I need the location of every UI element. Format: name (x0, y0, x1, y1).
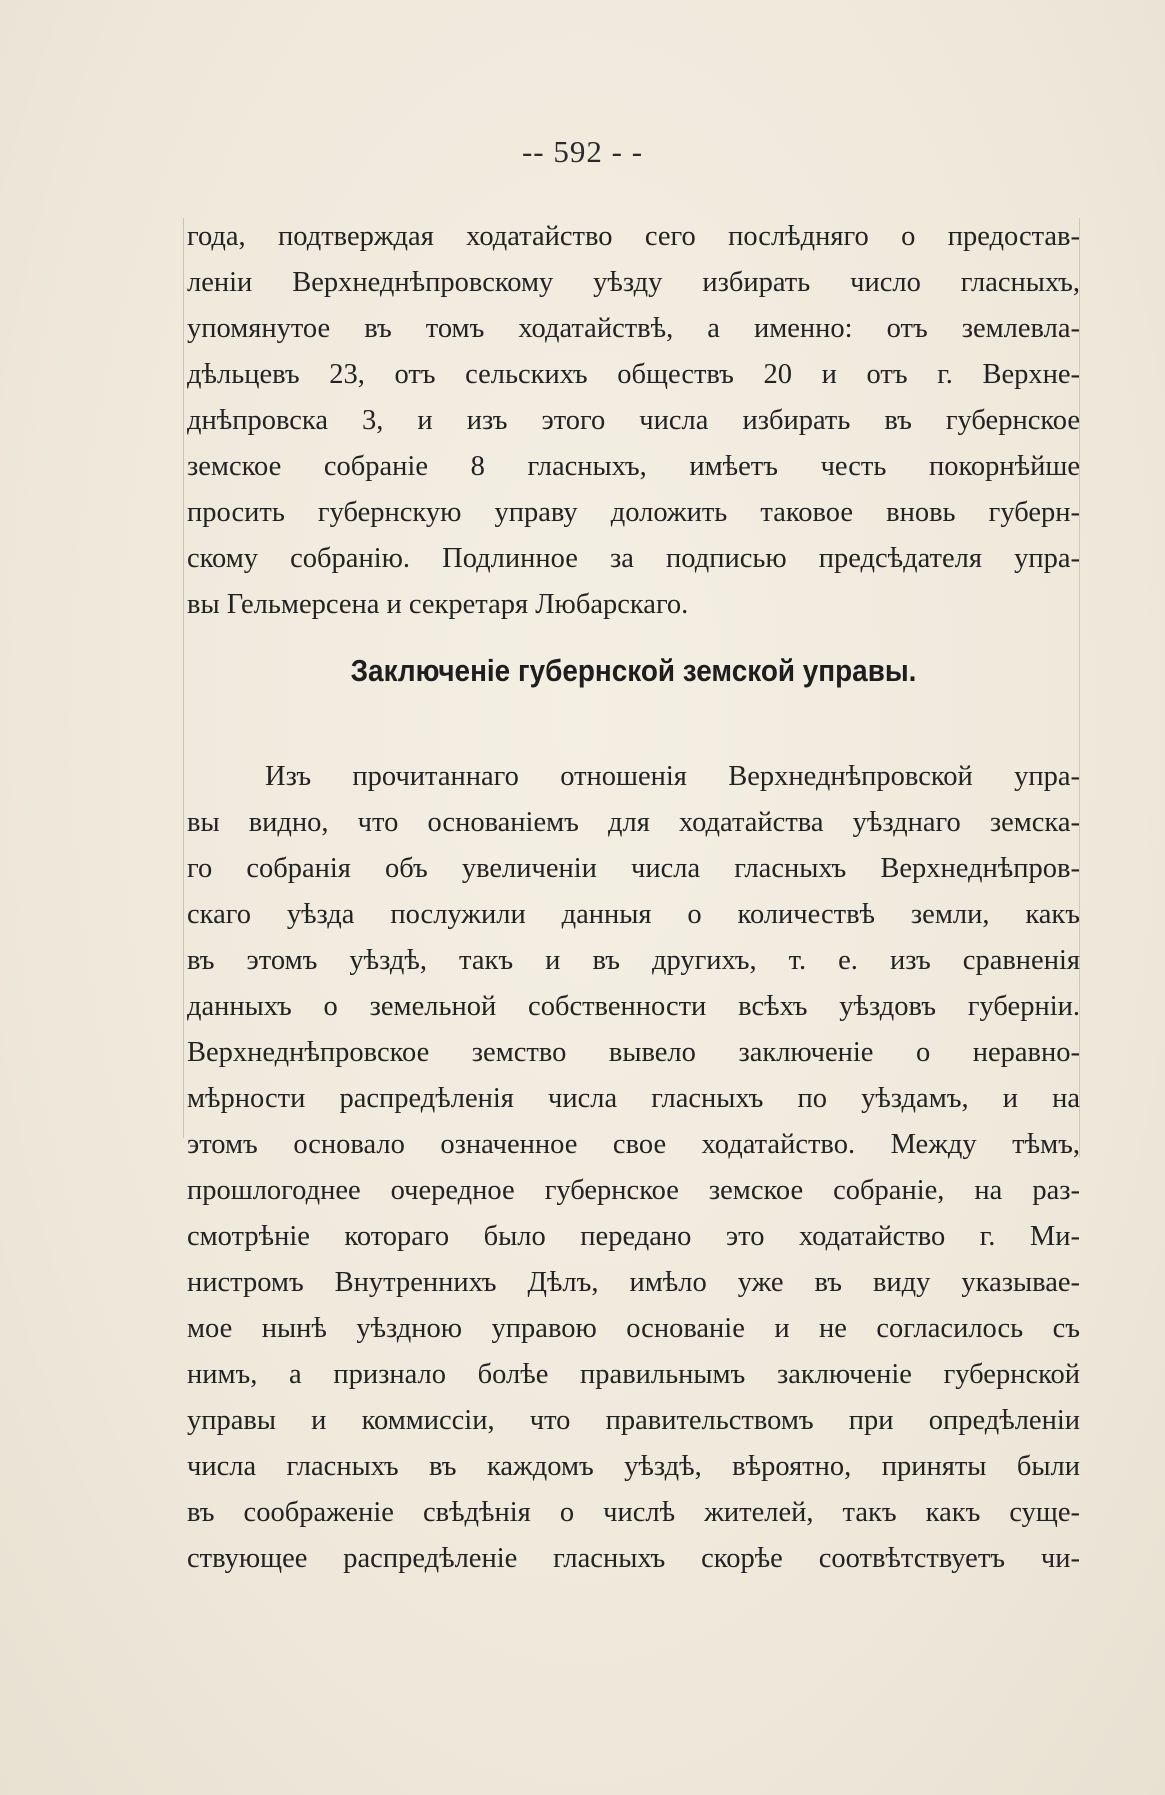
text-line: вы Гельмерсена и секретаря Любарскаго. (187, 589, 689, 620)
text-line: нистромъ Внутреннихъ Дѣлъ, имѣло уже въ виду указывае- (187, 1267, 1080, 1298)
text-line: мое нынѣ уѣздною управою основаніе и не согласилось съ (187, 1313, 1080, 1344)
paragraph-conclusion (187, 754, 1080, 1582)
text-line: скаго уѣзда послужили данныя о количествѣ земли, какъ (187, 899, 1080, 930)
text-line: вы видно, что основаніемъ для ходатайства уѣзднаго земска- (187, 807, 1080, 838)
text-line: земское собраніе 8 гласныхъ, имѣетъ честь покорнѣйше (187, 451, 1080, 482)
text-line: скому собранію. Подлинное за подписью предсѣдателя упра- (187, 543, 1080, 574)
text-line: леніи Верхнеднѣпровскому уѣзду избирать число гласныхъ, (187, 267, 1080, 298)
text-line: смотрѣніе котораго было передано это ходатайство г. Ми- (187, 1221, 1080, 1252)
text-line: нимъ, а признало болѣе правильнымъ заключеніе губернской (187, 1359, 1080, 1390)
text-line: просить губернскую управу доложить таковое вновь губерн- (187, 497, 1080, 528)
text-line: мѣрности распредѣленія числа гласныхъ по уѣздамъ, и на (187, 1083, 1080, 1114)
text-line: управы и коммиссіи, что правительствомъ при опредѣленіи (187, 1405, 1080, 1436)
text-line: дѣльцевъ 23, отъ сельскихъ обществъ 20 и отъ г. Верхне- (187, 359, 1080, 390)
text-line: числа гласныхъ въ каждомъ уѣздѣ, вѣроятно, приняты были (187, 1451, 1080, 1482)
section-heading: Заключеніе губернской земской управы. (350, 653, 917, 688)
page-number: -- 592 - - (521, 134, 644, 169)
text-line: данныхъ о земельной собственности всѣхъ уѣздовъ губерніи. (187, 991, 1080, 1022)
text-line: въ этомъ уѣздѣ, такъ и въ другихъ, т. е. изъ сравненія (187, 945, 1080, 976)
text-line: прошлогоднее очередное губернское земское собраніе, на раз- (187, 1175, 1080, 1206)
paragraph-petition (187, 214, 1080, 628)
text-line: Верхнеднѣпровское земство вывело заключеніе о неравно- (187, 1037, 1080, 1068)
body-text (187, 214, 1080, 1582)
text-line: упомянутое въ томъ ходатайствѣ, а именно: отъ землевла- (187, 313, 1080, 344)
text-line: года, подтверждая ходатайство сего послѣдняго о предостав- (187, 221, 1080, 252)
text-line: ствующее распредѣленіе гласныхъ скорѣе соотвѣтствуетъ чи- (187, 1543, 1080, 1574)
heading-spacer (187, 726, 1080, 754)
text-line: этомъ основало означенное свое ходатайство. Между тѣмъ, (187, 1129, 1080, 1160)
text-line: го собранія объ увеличеніи числа гласныхъ Верхнеднѣпров- (187, 853, 1080, 884)
text-line: въ соображеніе свѣдѣнія о числѣ жителей, такъ какъ суще- (187, 1497, 1080, 1528)
left-margin-rule (183, 218, 184, 1138)
text-line: днѣпровска 3, и изъ этого числа избирать въ губернское (187, 405, 1080, 436)
text-line: Изъ прочитаннаго отношенія Верхнеднѣпровской упра- (265, 761, 1080, 792)
